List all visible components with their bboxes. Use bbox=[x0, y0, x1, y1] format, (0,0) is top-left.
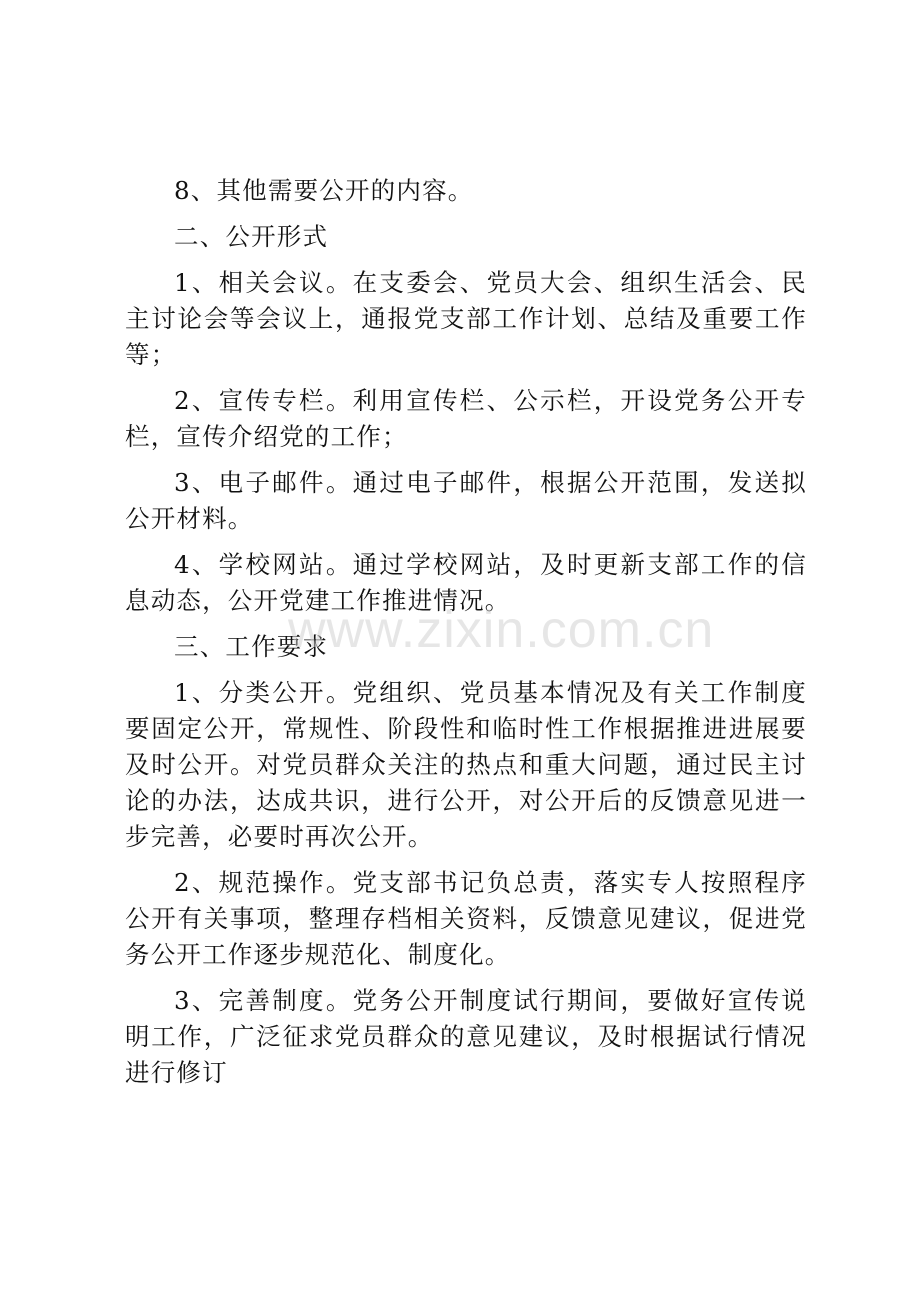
paragraph-website: 4、学校网站。通过学校网站，及时更新支部工作的信息动态，公开党建工作推进情况。 bbox=[125, 550, 807, 615]
paragraph-standard-operation: 2、规范操作。党支部书记负总责，落实专人按照程序公开有关事项，整理存档相关资料，反馈意见建议，促进党务公开工作逐步规范化、制度化。 bbox=[125, 868, 807, 969]
paragraph-classified-disclosure: 1、分类公开。党组织、党员基本情况及有关工作制度要固定公开，常规性、阶段性和临时性工作根据推进进展要及时公开。对党员群众关注的热点和重大问题，通过民主讨论的办法，达成共识，进行公开，对公开后的反馈意见进一步完善，必要时再次公开。 bbox=[125, 678, 807, 851]
section-heading-form: 二、公开形式 bbox=[174, 222, 329, 251]
section-heading-requirements: 三、工作要求 bbox=[174, 632, 329, 661]
paragraph-item-8: 8、其他需要公开的内容。 bbox=[174, 176, 474, 205]
paragraph-meetings: 1、相关会议。在支委会、党员大会、组织生活会、民主讨论会等会议上，通报党支部工作计划、总结及重要工作等； bbox=[125, 268, 807, 369]
document-body bbox=[125, 173, 807, 1101]
paragraph-improve-system: 3、完善制度。党务公开制度试行期间，要做好宣传说明工作，广泛征求党员群众的意见建议，及时根据试行情况进行修订 bbox=[125, 986, 807, 1087]
site-watermark: www.zixin.com.cn bbox=[288, 601, 715, 659]
paragraph-email: 3、电子邮件。通过电子邮件，根据公开范围，发送拟公开材料。 bbox=[125, 468, 807, 533]
paragraph-bulletin: 2、宣传专栏。利用宣传栏、公示栏，开设党务公开专栏，宣传介绍党的工作； bbox=[125, 386, 807, 451]
